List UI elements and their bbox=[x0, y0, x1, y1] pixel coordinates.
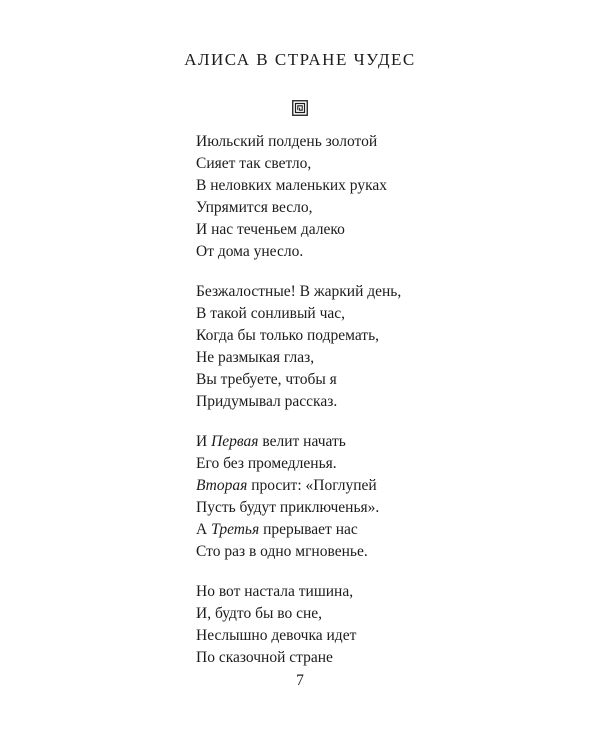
line-text: А bbox=[196, 521, 212, 538]
poem-line: Вы требуете, чтобы я bbox=[196, 371, 337, 388]
poem-line bbox=[196, 431, 496, 453]
poem-line: Июльский полдень золотой bbox=[196, 133, 378, 150]
italic-name-second: Вторая bbox=[196, 477, 248, 494]
poem-line bbox=[196, 475, 496, 497]
poem-line: Упрямится весло, bbox=[196, 199, 313, 216]
stanza-4 bbox=[196, 581, 496, 669]
italic-name-first: Первая bbox=[211, 433, 259, 450]
poem-line: Его без промедленья. bbox=[196, 455, 337, 472]
poem-line: Не размыкая глаз, bbox=[196, 349, 315, 366]
poem-line bbox=[196, 519, 496, 541]
poem-line: В такой сонливый час, bbox=[196, 305, 346, 322]
italic-name-third: Третья bbox=[211, 521, 260, 538]
poem-line: И, будто бы во сне, bbox=[196, 605, 323, 622]
line-text: И bbox=[196, 433, 212, 450]
stanza-2 bbox=[196, 281, 496, 413]
poem-line: От дома унесло. bbox=[196, 243, 304, 260]
poem-line: Неслышно девочка идет bbox=[196, 627, 357, 644]
poem bbox=[196, 131, 496, 687]
poem-line: Придумывал рассказ. bbox=[196, 393, 338, 410]
poem-line: Но вот настала тишина, bbox=[196, 583, 354, 600]
poem-line: По сказочной стране bbox=[196, 649, 333, 666]
poem-line: Сто раз в одно мгновенье. bbox=[196, 543, 368, 560]
line-text: велит начать bbox=[258, 433, 346, 450]
stanza-1 bbox=[196, 131, 496, 263]
page-number: 7 bbox=[296, 672, 304, 689]
page-title: АЛИСА В СТРАНЕ ЧУДЕС bbox=[184, 50, 416, 69]
poem-line: Сияет так светло, bbox=[196, 155, 312, 172]
poem-line: В неловких маленьких руках bbox=[196, 177, 388, 194]
stanza-3 bbox=[196, 431, 496, 563]
poem-line: Когда бы только подремать, bbox=[196, 327, 380, 344]
line-text: прерывает нас bbox=[259, 521, 358, 538]
line-text: просит: «Поглупей bbox=[247, 477, 377, 494]
poem-line: Пусть будут приключенья». bbox=[196, 499, 380, 516]
square-spiral-ornament-icon bbox=[292, 100, 308, 116]
poem-line: Безжалостные! В жаркий день, bbox=[196, 283, 402, 300]
poem-line: И нас теченьем далеко bbox=[196, 221, 345, 238]
